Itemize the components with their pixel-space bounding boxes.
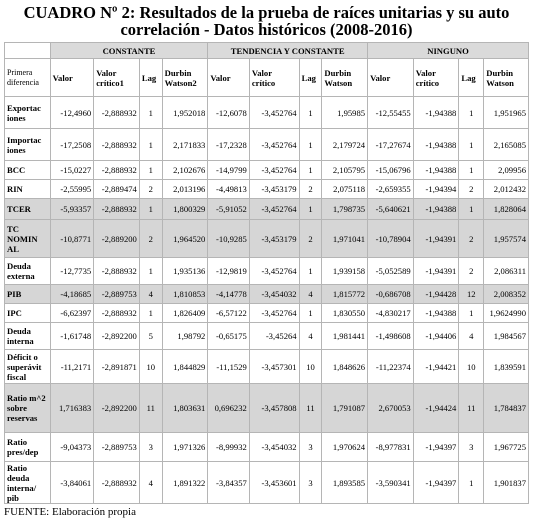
table-cell: -5,91052 [208, 199, 249, 220]
table-cell: -1,94388 [413, 161, 459, 180]
table-cell: 2,179724 [322, 129, 368, 161]
table-cell: 1,830550 [322, 304, 368, 323]
table-cell: 1,964520 [162, 220, 208, 258]
table-cell: 2,171833 [162, 129, 208, 161]
table-title [0, 4, 533, 38]
table-cell: 1,800329 [162, 199, 208, 220]
table-cell: -1,94397 [413, 462, 459, 504]
table-cell: -1,61748 [50, 323, 94, 350]
table-cell: 0,696232 [208, 384, 249, 433]
row-label: PIB [5, 285, 51, 304]
table-cell: 2,165085 [484, 129, 529, 161]
table-cell: 1,784837 [484, 384, 529, 433]
table-cell: -3,452764 [249, 97, 299, 129]
table-cell: 1,716383 [50, 384, 94, 433]
table-cell: 1,901837 [484, 462, 529, 504]
table-cell: -5,640621 [368, 199, 414, 220]
table-cell: 2 [139, 180, 162, 199]
table-cell: -1,94388 [413, 304, 459, 323]
table-cell: 1,971326 [162, 433, 208, 462]
table-cell: -17,2328 [208, 129, 249, 161]
table-cell: 11 [299, 384, 322, 433]
table-cell: -12,4960 [50, 97, 94, 129]
table-cell: 2,012432 [484, 180, 529, 199]
table-cell: 1,848626 [322, 350, 368, 384]
table-cell: -14,9799 [208, 161, 249, 180]
table-cell: 10 [299, 350, 322, 384]
table-row [5, 161, 529, 180]
table-cell: 2 [459, 180, 484, 199]
row-label: Ratio pres/dep [5, 433, 51, 462]
table-cell: 1 [139, 304, 162, 323]
table-cell: -1,94421 [413, 350, 459, 384]
row-label: Ratio deuda interna/ pib [5, 462, 51, 504]
table-cell: 1 [299, 304, 322, 323]
table-cell: 1 [459, 199, 484, 220]
table-cell: -11,1529 [208, 350, 249, 384]
table-cell: -3,454032 [249, 285, 299, 304]
table-cell: -2,889474 [94, 180, 140, 199]
table-cell: 1 [139, 161, 162, 180]
table-cell: -6,57122 [208, 304, 249, 323]
table-cell: -1,94406 [413, 323, 459, 350]
table-row [5, 97, 529, 129]
table-cell: -2,891871 [94, 350, 140, 384]
table-cell: -9,04373 [50, 433, 94, 462]
table-cell: 1 [299, 199, 322, 220]
table-cell: 1,826409 [162, 304, 208, 323]
table-cell: 2 [299, 180, 322, 199]
row-label: BCC [5, 161, 51, 180]
row-label: Déficit o superávit fiscal [5, 350, 51, 384]
column-header: Durbin Watson [322, 59, 368, 97]
row-label: Deuda externa [5, 258, 51, 285]
column-header: Valor crítico [249, 59, 299, 97]
table-cell: 1 [459, 161, 484, 180]
column-header: Valor crítico1 [94, 59, 140, 97]
table-cell: 2 [459, 258, 484, 285]
table-cell: -3,452764 [249, 304, 299, 323]
table-cell: -4,14778 [208, 285, 249, 304]
table-cell: -2,659355 [368, 180, 414, 199]
table-row [5, 433, 529, 462]
table-row [5, 323, 529, 350]
table-cell: 1 [459, 97, 484, 129]
table-cell: 1 [139, 97, 162, 129]
table-cell: -3,590341 [368, 462, 414, 504]
table-cell: -2,888932 [94, 97, 140, 129]
table-cell: -10,8771 [50, 220, 94, 258]
table-cell: 1 [139, 258, 162, 285]
table-cell: 2 [459, 220, 484, 258]
column-header: Valor [368, 59, 414, 97]
table-cell: 10 [139, 350, 162, 384]
table-cell: 1,815772 [322, 285, 368, 304]
table-cell: -2,888932 [94, 258, 140, 285]
table-cell: 3 [299, 462, 322, 504]
table-cell: -2,888932 [94, 129, 140, 161]
table-cell: -3,452764 [249, 161, 299, 180]
table-cell: 2,09956 [484, 161, 529, 180]
table-cell: -2,888932 [94, 161, 140, 180]
table-cell: 5 [139, 323, 162, 350]
table-cell: -12,7735 [50, 258, 94, 285]
table-cell: -2,888932 [94, 304, 140, 323]
group-header-constante: CONSTANTE [50, 43, 208, 59]
table-cell: 11 [459, 384, 484, 433]
table-cell: -8,977831 [368, 433, 414, 462]
table-cell: 1 [459, 304, 484, 323]
table-cell: 1 [139, 129, 162, 161]
table-cell: 1,803631 [162, 384, 208, 433]
row-label: TCER [5, 199, 51, 220]
table-cell: 1,828064 [484, 199, 529, 220]
table-cell: 1,967725 [484, 433, 529, 462]
table-cell: 1 [139, 199, 162, 220]
column-header: Lag [459, 59, 484, 97]
table-cell: -3,453601 [249, 462, 299, 504]
column-header: Lag [299, 59, 322, 97]
table-body [5, 97, 529, 504]
table-cell: -1,94391 [413, 220, 459, 258]
table-cell: -3,457808 [249, 384, 299, 433]
table-cell: -2,889200 [94, 220, 140, 258]
table-cell: -11,22374 [368, 350, 414, 384]
table-cell: 1,939158 [322, 258, 368, 285]
table-row [5, 304, 529, 323]
table-cell: 2,105795 [322, 161, 368, 180]
table-cell: -1,94388 [413, 129, 459, 161]
table-cell: -3,454032 [249, 433, 299, 462]
group-header-row [5, 43, 529, 59]
table-cell: -8,99932 [208, 433, 249, 462]
table-cell: 2,670053 [368, 384, 414, 433]
table-cell: 1 [459, 462, 484, 504]
table-cell: -3,84357 [208, 462, 249, 504]
table-cell: -12,6078 [208, 97, 249, 129]
table-cell: -4,18685 [50, 285, 94, 304]
table-cell: -2,888932 [94, 462, 140, 504]
table-cell: 10 [459, 350, 484, 384]
table-cell: -3,452764 [249, 129, 299, 161]
row-label: IPC [5, 304, 51, 323]
table-cell: -10,9285 [208, 220, 249, 258]
table-cell: -3,452764 [249, 199, 299, 220]
table-row [5, 384, 529, 433]
column-header: Primera diferencia [5, 59, 51, 97]
table-cell: 4 [139, 285, 162, 304]
table-cell: 4 [299, 285, 322, 304]
table-row [5, 199, 529, 220]
table-cell: -1,94397 [413, 433, 459, 462]
table-cell: 1,844829 [162, 350, 208, 384]
table-cell: 4 [299, 323, 322, 350]
table-cell: 1,798735 [322, 199, 368, 220]
table-cell: -2,892200 [94, 384, 140, 433]
table-cell: 4 [139, 462, 162, 504]
table-cell: -5,93357 [50, 199, 94, 220]
table-row [5, 220, 529, 258]
table-cell: 2 [139, 220, 162, 258]
column-header: Valor [208, 59, 249, 97]
row-label: Exportac iones [5, 97, 51, 129]
table-cell: -1,94424 [413, 384, 459, 433]
table-cell: -3,452764 [249, 258, 299, 285]
table-cell: 3 [299, 433, 322, 462]
table-cell: -1,498608 [368, 323, 414, 350]
table-cell: 1 [299, 161, 322, 180]
table-cell: 2,008352 [484, 285, 529, 304]
table-cell: 1 [299, 258, 322, 285]
title-line-2: correlación - Datos históricos (2008-2016) [120, 20, 413, 39]
table-row [5, 129, 529, 161]
table-cell: -1,94428 [413, 285, 459, 304]
group-header-tendencia-constante: TENDENCIA Y CONSTANTE [208, 43, 368, 59]
table-cell: -12,55455 [368, 97, 414, 129]
table-cell: -0,686708 [368, 285, 414, 304]
table-row [5, 350, 529, 384]
table-cell: -2,888932 [94, 199, 140, 220]
group-header-ninguno: NINGUNO [368, 43, 529, 59]
table-cell: 1,791087 [322, 384, 368, 433]
table-cell: -3,457301 [249, 350, 299, 384]
column-header: Valor [50, 59, 94, 97]
row-label: Ratio m^2 sobre reservas [5, 384, 51, 433]
table-row [5, 462, 529, 504]
table-cell: -4,49813 [208, 180, 249, 199]
table-cell: 1 [459, 129, 484, 161]
table-cell: 2,102676 [162, 161, 208, 180]
table-cell: -3,45264 [249, 323, 299, 350]
unit-root-results-table [4, 42, 529, 504]
table-cell: -3,453179 [249, 220, 299, 258]
column-header: Lag [139, 59, 162, 97]
table-cell: 1,98792 [162, 323, 208, 350]
row-label: RIN [5, 180, 51, 199]
table-cell: 1,893585 [322, 462, 368, 504]
source-note: FUENTE: Elaboración propia [4, 506, 136, 518]
table-cell: -3,84061 [50, 462, 94, 504]
table-row [5, 258, 529, 285]
table-cell: -11,2171 [50, 350, 94, 384]
table-cell: -1,94394 [413, 180, 459, 199]
table-cell: -1,94388 [413, 97, 459, 129]
table-cell: 1,935136 [162, 258, 208, 285]
table-cell: -17,2508 [50, 129, 94, 161]
column-header-row [5, 59, 529, 97]
table-cell: -3,453179 [249, 180, 299, 199]
table-cell: 2,086311 [484, 258, 529, 285]
column-header: Valor crítico [413, 59, 459, 97]
table-cell: 1,981441 [322, 323, 368, 350]
table-cell: 2,075118 [322, 180, 368, 199]
table-cell: -2,55995 [50, 180, 94, 199]
table-cell: 1,839591 [484, 350, 529, 384]
table-cell: -0,65175 [208, 323, 249, 350]
table-cell: 1,951965 [484, 97, 529, 129]
table-cell: -15,0227 [50, 161, 94, 180]
table-cell: -15,06796 [368, 161, 414, 180]
table-cell: -5,052589 [368, 258, 414, 285]
table-cell: -17,27674 [368, 129, 414, 161]
table-cell: 12 [459, 285, 484, 304]
table-cell: 4 [459, 323, 484, 350]
table-cell: -10,78904 [368, 220, 414, 258]
table-cell: 2 [299, 220, 322, 258]
table-cell: 1,952018 [162, 97, 208, 129]
row-label: Importac iones [5, 129, 51, 161]
table-cell: -1,94388 [413, 199, 459, 220]
table-cell: 1,970624 [322, 433, 368, 462]
table-cell: 1,9624990 [484, 304, 529, 323]
column-header: Durbin Watson [484, 59, 529, 97]
table-cell: 1,957574 [484, 220, 529, 258]
title-line-1: CUADRO Nº 2: Resultados de la prueba de raíces unitarias y su auto [23, 3, 510, 22]
table-cell: 1,984567 [484, 323, 529, 350]
table-cell: -6,62397 [50, 304, 94, 323]
table-row [5, 285, 529, 304]
table-cell: -2,889753 [94, 285, 140, 304]
table-cell: -12,9819 [208, 258, 249, 285]
table-cell: 11 [139, 384, 162, 433]
column-header: Durbin Watson2 [162, 59, 208, 97]
row-label: Deuda interna [5, 323, 51, 350]
group-header-blank [5, 43, 51, 59]
table-cell: 1 [299, 97, 322, 129]
table-cell: -2,892200 [94, 323, 140, 350]
table-cell: 1,891322 [162, 462, 208, 504]
table-cell: 1,810853 [162, 285, 208, 304]
table-cell: -1,94391 [413, 258, 459, 285]
table-cell: 2,013196 [162, 180, 208, 199]
table-cell: 1 [299, 129, 322, 161]
table-cell: 1,95985 [322, 97, 368, 129]
table-cell: 3 [139, 433, 162, 462]
table-cell: -4,830217 [368, 304, 414, 323]
table-cell: -2,889753 [94, 433, 140, 462]
table-row [5, 180, 529, 199]
table-cell: 3 [459, 433, 484, 462]
table-cell: 1,971041 [322, 220, 368, 258]
row-label: TC NOMIN AL [5, 220, 51, 258]
